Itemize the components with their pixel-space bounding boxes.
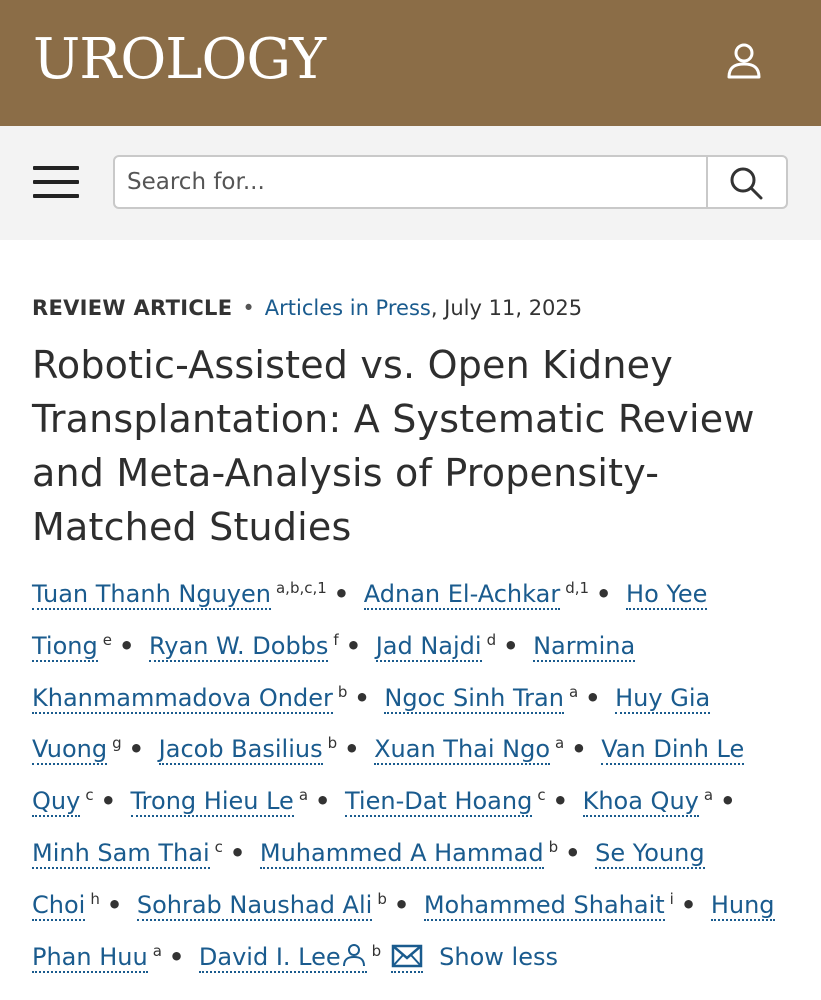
meta-separator: • (242, 296, 255, 320)
author-separator: • (354, 683, 370, 712)
affiliation-marker: a (152, 941, 162, 960)
author-link[interactable]: Narmina Khanmammadova Onder (32, 631, 636, 712)
author-separator: • (552, 787, 568, 816)
affiliation-marker: b (337, 682, 348, 701)
site-header (0, 0, 821, 126)
affiliation-marker: b (327, 734, 338, 753)
author (376, 632, 496, 660)
author-link[interactable]: Van Dinh Le Quy (32, 735, 745, 816)
author-separator: • (565, 838, 581, 867)
affiliation-marker: h (90, 889, 100, 908)
user-account-button[interactable] (724, 40, 764, 80)
affiliation-marker: d,1 (565, 579, 590, 597)
affiliation-marker: a (555, 734, 565, 753)
journal-logo[interactable]: UROLOGY (33, 27, 326, 92)
author-link[interactable]: Adnan El-Achkar (363, 580, 561, 608)
author-link[interactable]: Xuan Thai Ngo (374, 735, 551, 764)
search-button[interactable] (706, 157, 786, 207)
author-separator: • (229, 838, 246, 867)
affiliation-marker: b (377, 889, 387, 908)
affiliation-marker: c (85, 786, 94, 805)
author-link[interactable]: Ngoc Sinh Tran (384, 683, 564, 712)
author-link[interactable]: Mohammed Shahait (423, 890, 665, 919)
author (159, 735, 337, 763)
author (260, 839, 558, 867)
author (384, 684, 578, 712)
affiliation-marker: d (486, 630, 497, 649)
author-link[interactable]: Jacob Basilius (158, 735, 323, 764)
author (32, 580, 327, 608)
author-separator: • (585, 683, 601, 712)
author-link[interactable]: David I. Lee (199, 943, 367, 973)
author-link[interactable]: Minh Sam Thai (32, 838, 210, 867)
author (32, 839, 223, 867)
menu-button[interactable] (33, 166, 79, 202)
author-separator: • (128, 735, 145, 764)
affiliation-marker: a,b,c,1 (275, 579, 327, 597)
user-icon (724, 40, 764, 80)
search-box (113, 155, 788, 209)
author-link[interactable]: Sohrab Naushad Ali (136, 890, 373, 919)
search-input[interactable] (115, 157, 709, 207)
author-link[interactable]: Ryan W. Dobbs (148, 631, 329, 660)
article-meta (32, 290, 792, 326)
author-separator: • (503, 631, 519, 660)
author-separator: • (680, 890, 697, 919)
publication-date: , July 11, 2025 (430, 296, 583, 320)
mail-icon (391, 944, 423, 968)
article-header (32, 290, 792, 980)
author-link[interactable]: Ho Yee Tiong (32, 580, 708, 660)
email-author-link[interactable] (391, 943, 423, 973)
author-link[interactable]: Trong Hieu Le (130, 787, 294, 816)
author-separator: • (345, 631, 362, 660)
corresponding-author-icon (341, 942, 367, 968)
author-separator: • (571, 735, 587, 764)
affiliation-marker: a (568, 682, 579, 701)
author (149, 632, 339, 660)
author-separator: • (720, 787, 736, 816)
article-title: Robotic-Assisted vs. Open Kidney Transplantation: A Systematic Review and Meta-Analysis of Propensity-Matched Studies (32, 343, 755, 549)
affiliation-marker: a (703, 786, 714, 805)
author (131, 787, 308, 815)
author-link[interactable]: Jad Najdi (375, 631, 482, 660)
author-list (32, 566, 792, 980)
author (364, 580, 589, 608)
author-separator: • (315, 787, 331, 816)
article-type: REVIEW ARTICLE (32, 296, 233, 320)
affiliation-marker: c (537, 786, 546, 805)
affiliation-marker: g (112, 734, 122, 753)
issue-link[interactable]: Articles in Press (264, 296, 431, 320)
author-separator: • (100, 787, 116, 816)
author-separator: • (596, 580, 612, 608)
affiliation-marker: e (102, 630, 112, 649)
search-icon (728, 165, 764, 201)
author-link[interactable]: Khoa Quy (582, 787, 699, 816)
author-link[interactable]: Muhammed A Hammad (259, 838, 544, 867)
author-separator: • (333, 580, 350, 608)
author-link[interactable]: Huy Gia Vuong (32, 683, 711, 764)
author (374, 735, 564, 763)
affiliation-marker: b (548, 837, 559, 856)
author-link[interactable]: Hung Phan Huu (32, 890, 775, 971)
author (583, 787, 713, 815)
search-bar (0, 126, 821, 240)
author-link[interactable]: Tien-Dat Hoang (345, 787, 533, 816)
show-less-button[interactable]: Show less (439, 942, 558, 971)
author-separator: • (118, 631, 135, 660)
author (199, 943, 381, 971)
author-link[interactable]: Se Young Choi (32, 838, 705, 919)
affiliation-marker: i (669, 889, 674, 908)
affiliation-marker: c (214, 837, 223, 856)
hamburger-menu-icon (33, 166, 79, 170)
author-link[interactable]: Tuan Thanh Nguyen (32, 580, 271, 608)
author-separator: • (344, 735, 360, 764)
author-separator: • (393, 890, 410, 919)
author-separator: • (168, 942, 185, 971)
affiliation-marker: b (371, 941, 382, 960)
author-separator: • (106, 890, 123, 919)
author (424, 891, 674, 919)
affiliation-marker: f (333, 630, 339, 649)
author (137, 891, 387, 919)
affiliation-marker: a (298, 786, 309, 805)
author (345, 787, 546, 815)
